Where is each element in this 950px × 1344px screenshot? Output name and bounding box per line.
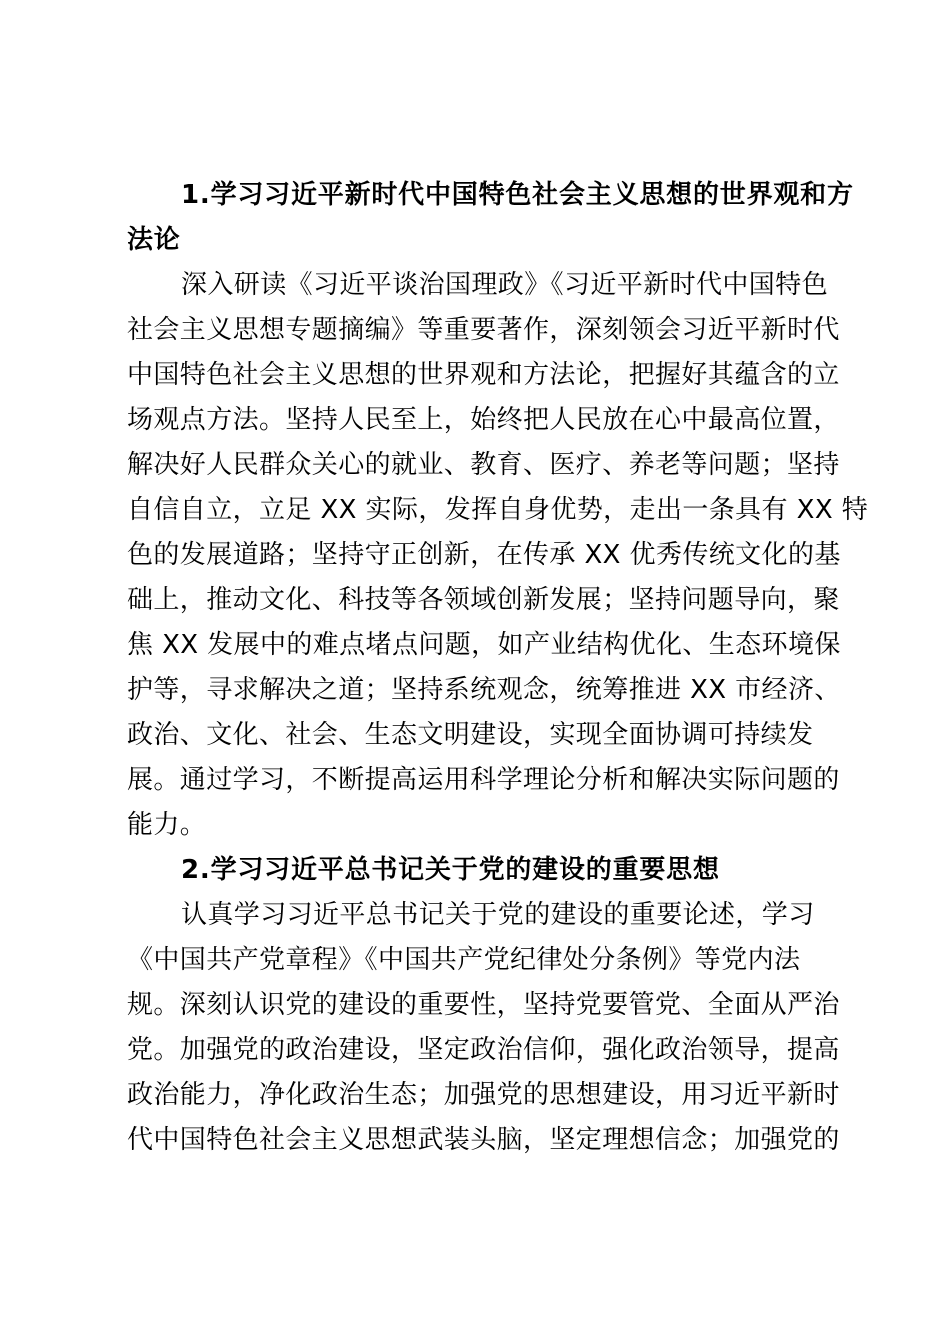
section-2-body-line: 党。加强党的政治建设，坚定政治信仰，强化政治领导，提高	[127, 1035, 840, 1065]
section-2-body-line: 认真学习习近平总书记关于党的建设的重要论述，学习	[181, 900, 815, 930]
section-1-body-line: 础上，推动文化、科技等各领域创新发展；坚持问题导向，聚	[127, 585, 840, 615]
section-1-body-line: 深入研读《习近平谈治国理政》《习近平新时代中国特色	[181, 270, 829, 300]
section-1-body-line: 能力。	[127, 810, 207, 840]
section-1-body-line: 护等，寻求解决之道；坚持系统观念，统筹推进 XX 市经济、	[127, 675, 841, 705]
section-2-body-line: 《中国共产党章程》《中国共产党纪律处分条例》等党内法	[127, 945, 801, 975]
section-2-body-line: 政治能力，净化政治生态；加强党的思想建设，用习近平新时	[127, 1080, 840, 1110]
section-1-body-line: 自信自立，立足 XX 实际，发挥自身优势，走出一条具有 XX 特	[127, 495, 869, 525]
section-1-body-line: 展。通过学习，不断提高运用科学理论分析和解决实际问题的	[127, 765, 840, 795]
section-1-heading-line-1: 1.学习习近平新时代中国特色社会主义思想的世界观和方	[181, 180, 854, 210]
section-1-heading-line-2: 法论	[127, 225, 181, 255]
section-1-body-line: 色的发展道路；坚持守正创新，在传承 XX 优秀传统文化的基	[127, 540, 841, 570]
section-2-heading: 2.学习习近平总书记关于党的建设的重要思想	[181, 855, 720, 885]
section-1-body-line: 政治、文化、社会、生态文明建设，实现全面协调可持续发	[127, 720, 814, 750]
section-1-body-line: 解决好人民群众关心的就业、教育、医疗、养老等问题；坚持	[127, 450, 840, 480]
section-2-body-line: 规。深刻认识党的建设的重要性，坚持党要管党、全面从严治	[127, 990, 840, 1020]
section-2-body-line: 代中国特色社会主义思想武装头脑，坚定理想信念；加强党的	[127, 1125, 840, 1155]
section-1-body-line: 社会主义思想专题摘编》等重要著作，深刻领会习近平新时代	[127, 315, 840, 345]
section-1-body-line: 中国特色社会主义思想的世界观和方法论，把握好其蕴含的立	[127, 360, 840, 390]
section-1-body-line: 场观点方法。坚持人民至上，始终把人民放在心中最高位置，	[127, 405, 840, 435]
section-1-body-line: 焦 XX 发展中的难点堵点问题，如产业结构优化、生态环境保	[127, 630, 841, 660]
